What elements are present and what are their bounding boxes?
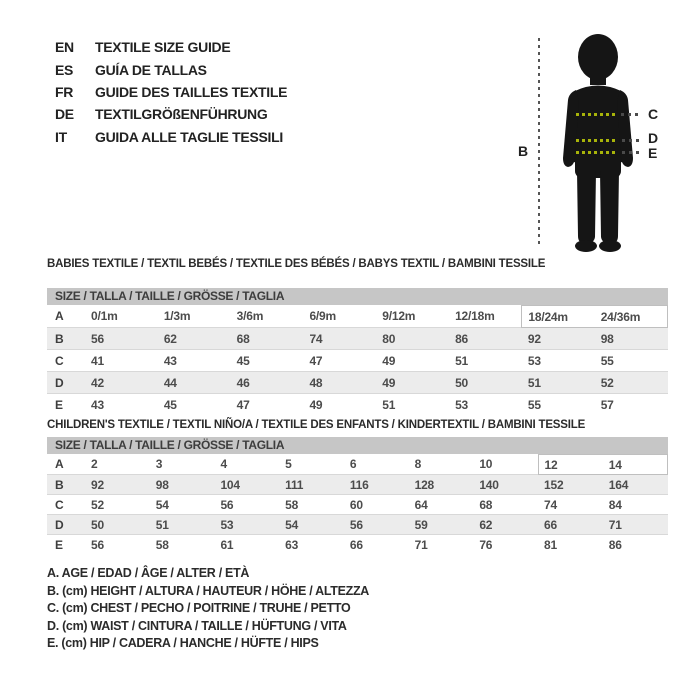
babies-textile-section [47,258,668,414]
waist-measure-leader-line [622,139,642,142]
value-cell: 56 [85,328,158,350]
value-cell: 111 [279,475,344,495]
value-cell: 61 [214,535,279,555]
children-textile-section [47,419,668,551]
value-cell: 128 [409,475,474,495]
row-label: D [47,515,85,535]
value-cell: 58 [150,535,215,555]
height-measure-dotted-line [538,38,540,246]
table-row [47,328,668,350]
legend-line: C. (cm) CHEST / PECHO / POITRINE / TRUHE / PETTO [47,601,351,616]
legend-line: D. (cm) WAIST / CINTURA / TAILLE / HÜFTUNG / VITA [47,618,347,633]
language-title-list [55,36,287,148]
waist-measure-dotted-line [576,139,618,142]
legend-line: B. (cm) HEIGHT / ALTURA / HAUTEUR / HÖHE / ALTEZZA [47,583,370,598]
row-label: B [47,475,85,495]
value-cell: 51 [449,350,522,372]
legend-line: A. AGE / EDAD / ÂGE / ALTER / ETÀ [47,566,250,580]
value-cell: 98 [595,328,668,350]
table-row [47,515,668,535]
value-cell: 140 [473,475,538,495]
row-label: E [47,535,85,555]
size-cell: 18/24m [522,306,595,328]
size-cell: 2 [91,457,98,472]
size-cell: 8 [414,457,422,472]
size-cell: 6/9m [309,309,336,324]
size-cell: 4 [220,457,227,472]
value-cell: 59 [409,515,474,535]
value-cell: 51 [150,515,215,535]
row-label: E [47,394,85,416]
language-code: EN [55,39,74,56]
chest-measure-leader-line [621,113,642,116]
language-title: GUÍA DE TALLAS [95,61,207,78]
value-cell: 51 [522,372,595,394]
value-cell: 80 [376,328,449,350]
value-cell: 76 [473,535,538,555]
waist-measure-label: D [648,130,659,146]
language-code: ES [55,61,74,78]
value-cell: 152 [538,475,603,495]
language-row [55,126,287,148]
size-cell: 0/1m [91,309,118,324]
value-cell: 43 [85,394,158,416]
row-label: A [55,457,64,472]
value-cell: 116 [344,475,409,495]
value-cell: 46 [231,372,304,394]
value-cell: 81 [538,535,603,555]
babies-size-header: SIZE / TALLA / TAILLE / GRÖSSE / TAGLIA [47,288,668,305]
value-cell: 54 [279,515,344,535]
table-row [47,455,668,475]
language-title: GUIDA ALLE TAGLIE TESSILI [95,128,283,145]
babies-table-title: BABIES TEXTILE / TEXTIL BEBÉS / TEXTILE DES BÉBÉS / BABYS TEXTIL / BAMBINI TESSILE [47,258,546,270]
value-cell: 54 [150,495,215,515]
language-title: TEXTILE SIZE GUIDE [95,39,231,56]
language-code: DE [55,106,74,123]
value-cell: 55 [522,394,595,416]
size-cell: 12 [538,455,603,475]
value-cell: 74 [303,328,376,350]
value-cell: 92 [522,328,595,350]
value-cell: 52 [85,495,150,515]
measurement-legend [47,565,369,653]
hip-measure-leader-line [622,151,642,154]
row-label: B [47,328,85,350]
table-row [47,495,668,515]
value-cell: 66 [344,535,409,555]
value-cell: 47 [231,394,304,416]
value-cell: 53 [449,394,522,416]
value-cell: 41 [85,350,158,372]
value-cell: 57 [595,394,668,416]
value-cell: 50 [85,515,150,535]
size-cell: 5 [285,457,292,472]
value-cell: 49 [376,372,449,394]
value-cell: 63 [279,535,344,555]
value-cell: 71 [409,535,474,555]
value-cell: 56 [214,495,279,515]
value-cell: 62 [158,328,231,350]
language-code: IT [55,128,67,145]
value-cell: 51 [376,394,449,416]
size-cell: 6 [349,457,357,472]
row-label: A [55,309,64,324]
value-cell: 45 [231,350,304,372]
child-silhouette-figure [510,30,685,262]
value-cell: 56 [85,535,150,555]
language-row [55,36,287,58]
value-cell: 98 [150,475,215,495]
value-cell: 45 [158,394,231,416]
child-silhouette-icon [545,33,651,255]
size-cell: 10 [479,457,493,472]
row-label: D [47,372,85,394]
language-row [55,81,287,103]
value-cell: 68 [473,495,538,515]
language-title: TEXTILGRÖßENFÜHRUNG [95,106,268,123]
value-cell: 52 [595,372,668,394]
value-cell: 60 [344,495,409,515]
value-cell: 92 [85,475,150,495]
value-cell: 66 [538,515,603,535]
value-cell: 44 [158,372,231,394]
children-size-header: SIZE / TALLA / TAILLE / GRÖSSE / TAGLIA [47,437,668,454]
table-row [47,306,668,328]
value-cell: 56 [344,515,409,535]
language-code: FR [55,83,74,100]
value-cell: 53 [214,515,279,535]
babies-size-table [47,305,668,415]
value-cell: 64 [409,495,474,515]
table-row [47,350,668,372]
row-label: C [47,495,85,515]
table-row [47,372,668,394]
value-cell: 86 [449,328,522,350]
value-cell: 43 [158,350,231,372]
value-cell: 49 [303,394,376,416]
value-cell: 55 [595,350,668,372]
value-cell: 53 [522,350,595,372]
chest-measure-label: C [648,106,659,122]
value-cell: 84 [603,495,668,515]
value-cell: 62 [473,515,538,535]
size-cell: 3/6m [236,309,264,324]
value-cell: 86 [603,535,668,555]
size-cell: 3 [155,457,163,472]
size-cell: 1/3m [163,309,191,324]
value-cell: 49 [376,350,449,372]
hip-measure-dotted-line [576,151,618,154]
table-row [47,535,668,555]
language-title: GUIDE DES TAILLES TEXTILE [95,83,288,100]
table-row [47,475,668,495]
value-cell: 68 [231,328,304,350]
language-row [55,103,287,125]
value-cell: 50 [449,372,522,394]
value-cell: 47 [303,350,376,372]
row-label: C [47,350,85,372]
children-size-table [47,454,668,554]
value-cell: 71 [603,515,668,535]
children-table-title: CHILDREN'S TEXTILE / TEXTIL NIÑO/A / TEXTILE DES ENFANTS / KINDERTEXTIL / BAMBINI TESSILE [47,419,586,431]
size-cell: 9/12m [382,309,416,324]
table-row [47,394,668,416]
value-cell: 58 [279,495,344,515]
height-measure-label: B [518,143,529,159]
size-cell: 12/18m [455,309,495,324]
value-cell: 74 [538,495,603,515]
size-cell: 14 [603,455,668,475]
value-cell: 104 [214,475,279,495]
chest-measure-dotted-line [576,113,617,116]
hip-measure-label: E [648,145,658,161]
value-cell: 42 [85,372,158,394]
value-cell: 48 [303,372,376,394]
legend-line: E. (cm) HIP / CADERA / HANCHE / HÜFTE / HIPS [47,636,319,651]
size-cell: 24/36m [595,306,668,328]
value-cell: 164 [603,475,668,495]
language-row [55,58,287,80]
